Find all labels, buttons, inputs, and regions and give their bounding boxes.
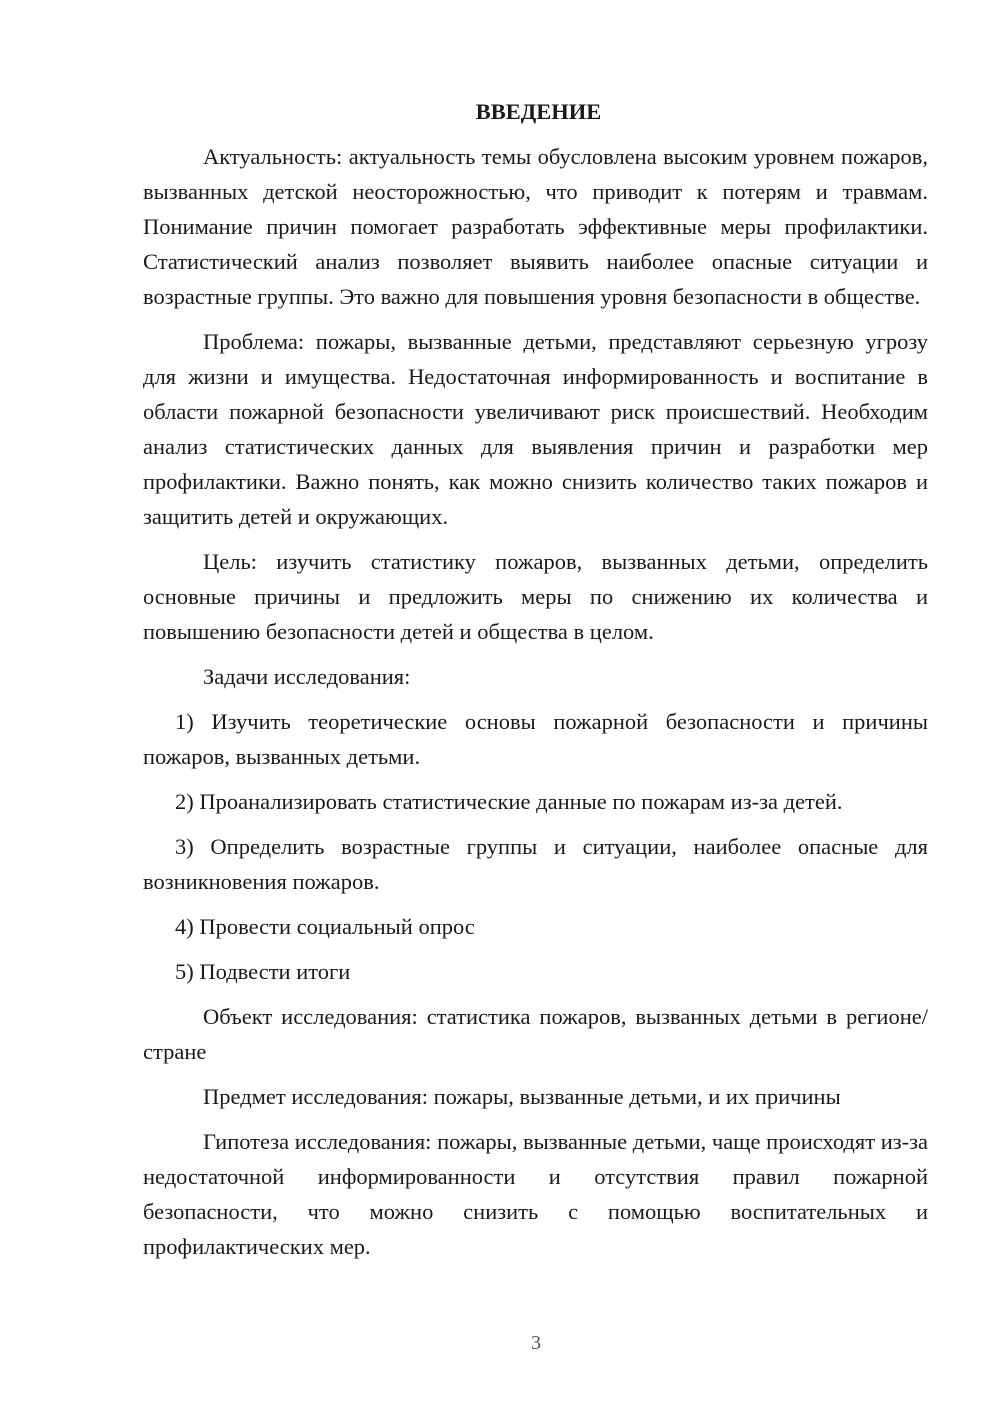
problem-paragraph: Проблема: пожары, вызванные детьми, представляют серьезную угрозу для жизни и имущества. Недостаточная информированность и воспитание в области пожарной безопасности увеличивают риск происшествий. Необходим анализ статистических данных для выявления причин и разработки мер профилактики. Важно понять, как можно снизить количество таких пожаров и защитить детей и окружающих. bbox=[143, 329, 928, 529]
page-number: 3 bbox=[531, 1332, 541, 1354]
task-item: 4) Провести социальный опрос bbox=[175, 914, 475, 939]
hypothesis-paragraph: Гипотеза исследования: пожары, вызванные детьми, чаще происходят из-за недостаточной информированности и отсутствия правил пожарной безопасности, что можно снизить с помощью воспитательных и профилактических мер. bbox=[143, 1129, 928, 1259]
task-item: 3) Определить возрастные группы и ситуации, наиболее опасные для возникновения пожаров. bbox=[143, 834, 928, 894]
page-content bbox=[143, 94, 928, 1274]
relevance-paragraph: Актуальность: актуальность темы обусловлена высоким уровнем пожаров, вызванных детской неосторожностью, что приводит к потерям и травмам. Понимание причин помогает разработать эффективные меры профилактики. Статистический анализ позволяет выявить наиболее опасные ситуации и возрастные группы. Это важно для повышения уровня безопасности в обществе. bbox=[143, 144, 928, 309]
subject-paragraph: Предмет исследования: пожары, вызванные детьми, и их причины bbox=[203, 1084, 841, 1109]
section-title: ВВЕДЕНИЕ bbox=[475, 99, 602, 124]
goal-paragraph: Цель: изучить статистику пожаров, вызванных детьми, определить основные причины и предложить меры по снижению их количества и повышению безопасности детей и общества в целом. bbox=[143, 549, 928, 644]
task-item: 5) Подвести итоги bbox=[175, 959, 351, 984]
tasks-heading: Задачи исследования: bbox=[203, 664, 411, 689]
task-item: 2) Проанализировать статистические данные по пожарам из-за детей. bbox=[175, 789, 843, 814]
object-paragraph: Объект исследования: статистика пожаров, вызванных детьми в регионе/стране bbox=[143, 1004, 928, 1064]
task-item: 1) Изучить теоретические основы пожарной безопасности и причины пожаров, вызванных детьми. bbox=[143, 709, 928, 769]
